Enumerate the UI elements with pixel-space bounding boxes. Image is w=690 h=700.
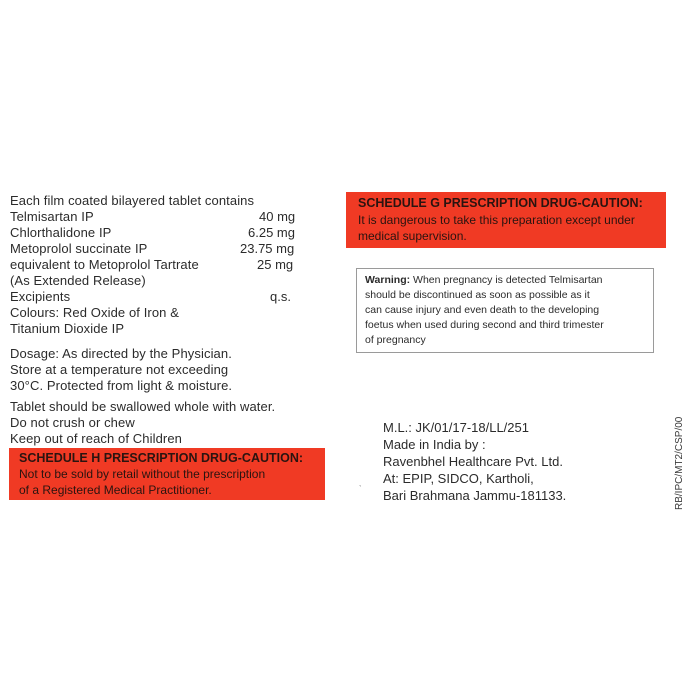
ingredient-qty: 40 mg xyxy=(259,209,296,224)
side-print-code: RB/IPC/MT2/CSP/00 xyxy=(674,416,685,510)
address-line: At: EPIP, SIDCO, Kartholi, xyxy=(383,471,534,486)
instruction-line: Do not crush or chew xyxy=(10,415,135,430)
colours-line: Titanium Dioxide IP xyxy=(10,321,125,336)
ingredient-name: Metoprolol succinate IP xyxy=(10,241,148,256)
ingredient-name: Chlorthalidone IP xyxy=(10,225,112,240)
schedule-h-caution-box xyxy=(9,448,325,500)
dosage-line: Dosage: As directed by the Physician. xyxy=(10,346,232,361)
pregnancy-warning-box xyxy=(356,268,654,353)
manufacturing-license: M.L.: JK/01/17-18/LL/251 xyxy=(383,420,529,435)
schedule-g-text: It is dangerous to take this preparation except under xyxy=(358,213,635,227)
schedule-h-title: SCHEDULE H PRESCRIPTION DRUG-CAUTION: xyxy=(19,451,304,465)
company-name: Ravenbhel Healthcare Pvt. Ltd. xyxy=(383,454,563,469)
warning-text: When pregnancy is detected Telmisartan xyxy=(413,274,603,286)
ingredient-qty: q.s. xyxy=(270,289,291,304)
warning-label: Warning: xyxy=(365,274,411,286)
warning-line xyxy=(365,273,645,288)
ingredient-name: equivalent to Metoprolol Tartrate xyxy=(10,257,199,272)
stray-mark: ˎ xyxy=(359,478,362,487)
instruction-line: Tablet should be swallowed whole with water. xyxy=(10,399,276,414)
schedule-g-title: SCHEDULE G PRESCRIPTION DRUG-CAUTION: xyxy=(358,196,643,210)
colours-line: Colours: Red Oxide of Iron & xyxy=(10,305,179,320)
ingredient-name: Telmisartan IP xyxy=(10,209,94,224)
schedule-h-text: Not to be sold by retail without the prescription xyxy=(19,467,266,481)
storage-line: 30°C. Protected from light & moisture. xyxy=(10,378,233,393)
address-line: Bari Brahmana Jammu-181133. xyxy=(383,488,567,503)
schedule-h-text: of a Registered Medical Practitioner. xyxy=(19,483,212,497)
warning-text: of pregnancy xyxy=(365,334,426,346)
storage-line: Store at a temperature not exceeding xyxy=(10,362,229,377)
ingredient-qty: 25 mg xyxy=(257,257,294,272)
schedule-g-text: medical supervision. xyxy=(358,229,467,243)
warning-text: foetus when used during second and third trimester xyxy=(365,319,604,331)
ingredient-name: Excipients xyxy=(10,289,71,304)
instruction-line: Keep out of reach of Children xyxy=(10,431,183,446)
ingredient-name: (As Extended Release) xyxy=(10,273,146,288)
warning-text: should be discontinued as soon as possible as it xyxy=(365,289,590,301)
warning-text: can cause injury and even death to the developing xyxy=(365,304,600,316)
composition-header: Each film coated bilayered tablet contains xyxy=(10,193,255,208)
ingredient-qty: 23.75 mg xyxy=(240,241,295,256)
made-in-line: Made in India by : xyxy=(383,437,486,452)
schedule-g-caution-box xyxy=(346,192,666,248)
ingredient-qty: 6.25 mg xyxy=(248,225,295,240)
